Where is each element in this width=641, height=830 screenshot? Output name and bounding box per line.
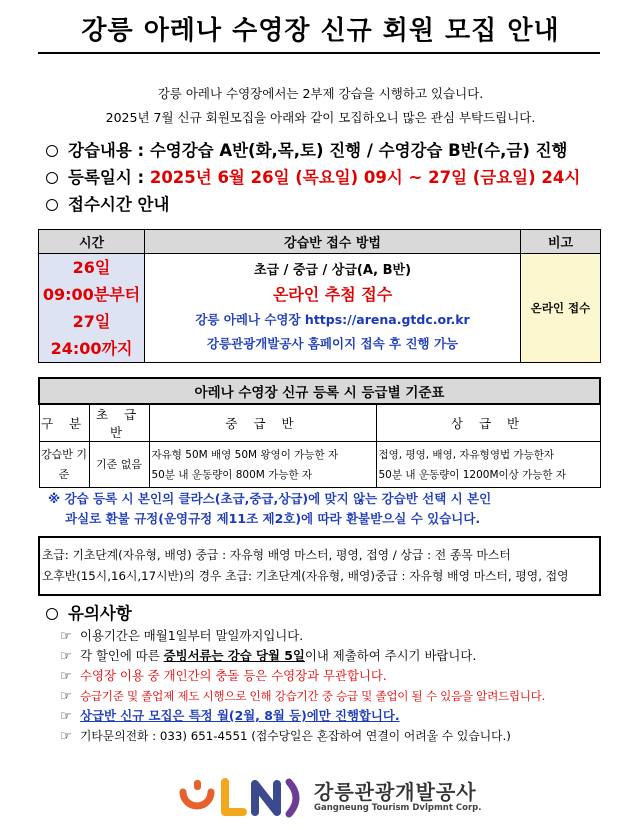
bullet-registration-value: 2025년 6월 26일 (목요일) 09시 ~ 27일 (금요일) 24시 [149, 168, 581, 187]
level-header-beginner: 초 급 반 [89, 404, 149, 442]
level-header-category: 구 분 [39, 404, 89, 442]
notice-list [60, 626, 620, 746]
bullet-registration [46, 164, 606, 191]
pointing-hand-icon: ☞ [60, 669, 72, 684]
notice-text: 이용기간은 매월1일부터 말일까지입니다. [80, 628, 304, 643]
notice-text: 기타문의전화 : 033) 651-4551 (접수당일은 혼잡하여 연결이 어려울 수 있습니다.) [80, 729, 511, 743]
bullet-time-text: 접수시간 안내 [68, 195, 170, 214]
bullet-course [46, 137, 606, 164]
intro-line-2: 2025년 7월 신규 회원모집을 아래와 같이 모집하오니 많은 관심 부탁드립니다. [105, 110, 536, 125]
warning-line-1: ※ 강습 등록 시 본인의 클라스(초급,중급,상급)에 맞지 않는 강습반 선택 시 본인 [48, 491, 492, 506]
pointing-hand-icon: ☞ [60, 649, 72, 664]
notice-text: 승급기준 및 졸업제 제도 시행으로 인해 강습기간 중 승급 및 졸업이 될 수 있음을 알려드립니다. [80, 689, 545, 703]
notice-item [60, 626, 620, 646]
logo-company-subtitle: Gangneung Tourism Dvlpmnt Corp. [314, 803, 482, 813]
bullet-course-text: 강습내용 : 수영강습 A반(화,목,토) 진행 / 수영강습 B반(수,금) 진행 [68, 141, 568, 160]
logo-company-name: 강릉관광개발공사 [314, 780, 477, 804]
advanced-line: 50분 내 운동량이 1200M이상 가능한 자 [378, 468, 567, 481]
company-logo [177, 772, 482, 822]
intro-line-1: 강릉 아레나 수영장에서는 2부제 강습을 시행하고 있습니다. [157, 86, 484, 101]
circle-bullet-icon [46, 145, 58, 157]
bullet-registration-label: 등록일시 : [68, 168, 150, 187]
title-divider [38, 52, 600, 54]
notice-text: 각 할인에 따른 [80, 648, 164, 663]
refund-warning [48, 489, 608, 529]
summary-line-2: 오후반(15시,16시,17시반)의 경우 초급: 기초단계(자유형, 배영)중급 : 자유형 배영 마스터, 평영, 접영 [42, 569, 569, 583]
level-intermediate-criteria [149, 442, 376, 488]
page-title: 강릉 아레나 수영장 신규 회원 모집 안내 [81, 16, 560, 46]
method-online-lottery: 온라인 추첨 접수 [272, 285, 393, 304]
warning-line-2: 과실로 환불 규정(운영규정 제11조 제2호)에 따라 환불받으실 수 있습니다. [65, 511, 481, 526]
level-criteria-table [38, 377, 601, 488]
notice-item [60, 706, 620, 726]
schedule-method-cell [145, 254, 521, 363]
pointing-hand-icon: ☞ [60, 689, 72, 704]
notice-text: 상급반 신규 모집은 특정 월(2월, 8월 등)에만 진행합니다. [80, 708, 400, 723]
time-line: 09:00분부터 [42, 285, 141, 304]
pointing-hand-icon: ☞ [60, 709, 72, 724]
method-website-link[interactable]: 강릉 아레나 수영장 https://arena.gtdc.or.kr [195, 312, 470, 327]
notice-text: 이내 제출하여 주시기 바랍니다. [304, 648, 477, 663]
summary-line-1: 초급: 기초단계(자유형, 배영) 중급 : 자유형 배영 마스터, 평영, 접영 / 상급 : 전 종목 마스터 [42, 548, 511, 562]
advanced-line: 접영, 평영, 배영, 자유형영법 가능한자 [378, 448, 555, 461]
notice-item [60, 726, 620, 746]
level-beginner-criteria: 기준 없음 [89, 442, 149, 488]
pointing-hand-icon: ☞ [60, 729, 72, 744]
time-line: 24:00까지 [50, 339, 133, 358]
notice-item [60, 686, 620, 706]
method-homepage-note: 강릉관광개발공사 홈페이지 접속 후 진행 가능 [206, 336, 459, 351]
logo-mark-icon [177, 772, 307, 820]
notice-emphasis: 증빙서류는 강습 당월 5일 [163, 648, 305, 663]
level-summary-box [38, 536, 601, 596]
bullet-time [46, 191, 606, 218]
intermediate-line: 자유형 50M 배영 50M 왕영이 가능한 자 [151, 448, 339, 461]
circle-bullet-icon [46, 199, 58, 211]
pointing-hand-icon: ☞ [60, 629, 72, 644]
circle-bullet-icon [46, 172, 58, 184]
level-advanced-criteria [376, 442, 600, 488]
schedule-header-note: 비고 [521, 230, 601, 254]
intermediate-line: 50분 내 운동량이 800M 가능한 자 [151, 468, 313, 481]
schedule-header-method: 강습반 접수 방법 [145, 230, 521, 254]
schedule-note-cell: 온라인 접수 [521, 254, 601, 363]
level-header-intermediate: 중 급 반 [149, 404, 376, 442]
notice-item [60, 666, 620, 686]
schedule-table [38, 229, 601, 363]
schedule-time-cell [39, 254, 145, 363]
method-levels: 초급 / 중급 / 상급(A, B반) [253, 263, 412, 278]
level-row-label: 강습반 기준 [39, 442, 89, 488]
circle-bullet-icon [46, 608, 58, 620]
notice-text: 수영장 이용 중 개인간의 충돌 등은 수영장과 무관합니다. [80, 668, 387, 683]
level-table-title: 아레나 수영장 신규 등록 시 등급별 기준표 [39, 378, 600, 404]
notice-item [60, 646, 620, 666]
time-line: 26일 [72, 258, 111, 277]
notice-title [46, 601, 132, 627]
intro-text [0, 82, 641, 130]
info-bullets [46, 137, 606, 218]
time-line: 27일 [72, 312, 111, 331]
level-header-advanced: 상 급 반 [376, 404, 600, 442]
schedule-header-time: 시간 [39, 230, 145, 254]
notice-title-text: 유의사항 [68, 604, 132, 623]
